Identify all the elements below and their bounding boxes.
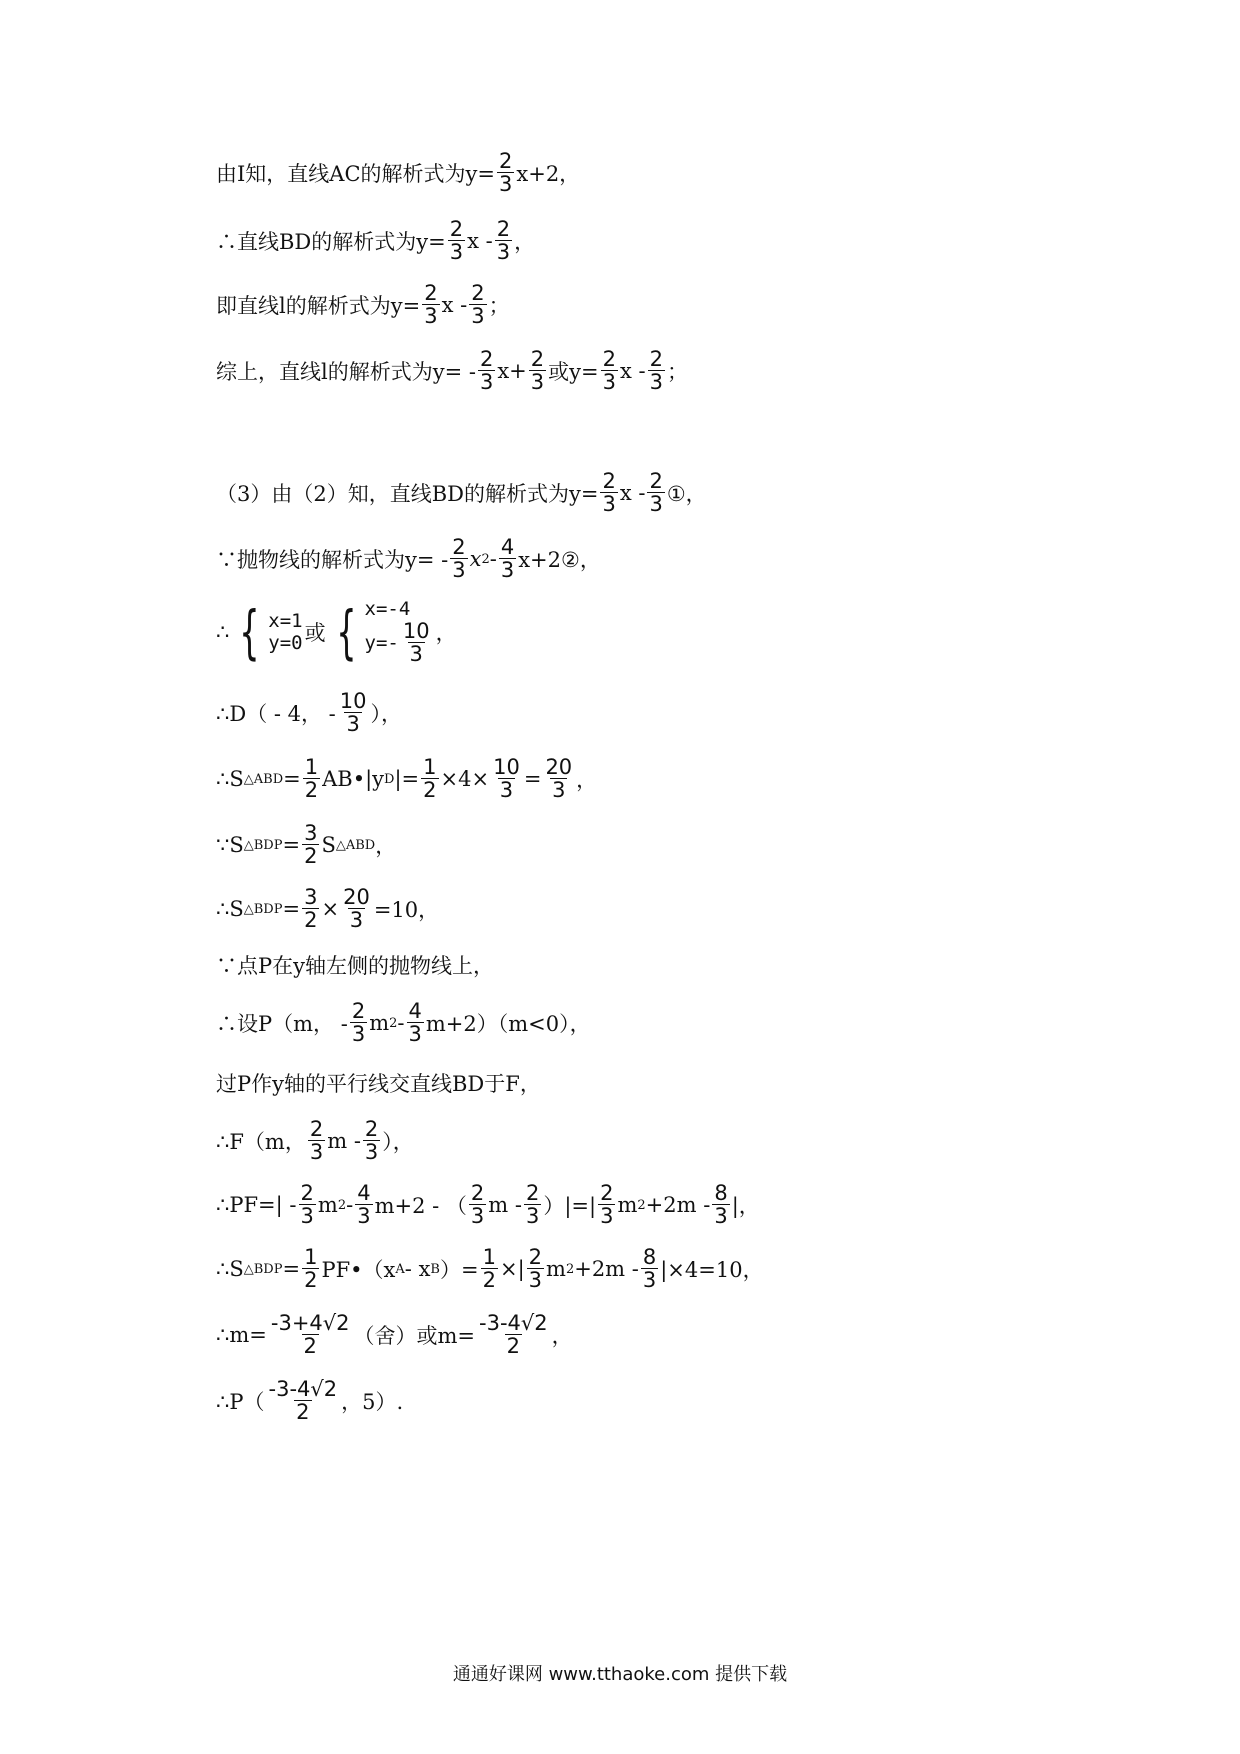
line-18 [216,1312,573,1358]
fraction: $\frac{2}{3}$ [530,347,545,395]
exponent: 2 [389,1015,398,1031]
fraction: 2 3 [471,281,485,329]
fraction: 4 3 [500,535,515,583]
text: x - [620,359,646,384]
fraction: $\frac{20}{3}$ [545,755,573,803]
text: x - [467,229,493,254]
text: ）= [439,1258,479,1283]
text: ，5）. [341,1390,404,1415]
fraction: $\frac{1}{2}$ [423,755,437,803]
fraction: 2 3 [470,1181,485,1229]
line-13 [216,1000,591,1046]
line-10 [216,822,396,868]
text: AB•|y [322,767,385,792]
text: m [369,1011,390,1036]
text: ∴PF=| - [216,1193,297,1218]
text: x+2， [516,162,581,187]
text: +2m - [574,1257,639,1282]
footer: 通通好课网 www.tthaoke.com 提供下载 [452,1664,788,1685]
exponent: 2 [637,1197,646,1213]
text: 由Ⅰ知，直线AC的解析式为y= [216,162,495,187]
text: （舍）或m= [353,1324,476,1349]
fraction: 8 3 [714,1181,728,1229]
fraction: -3-4√2 2 [268,1377,338,1425]
fraction: $\frac{2}{3}$ [449,217,464,265]
subscript: B [430,1261,440,1277]
text: m [617,1193,638,1218]
fraction: 2 3 [309,1117,324,1165]
text: ∴F（m， [216,1130,306,1155]
fraction: $\frac{20}{3}$ [343,885,370,933]
var-x: x [469,547,482,572]
fraction: $\frac{1}{2}$ [482,1245,496,1293]
text: ； [488,294,510,319]
subscript: D [384,771,395,787]
text: ∴P（ [216,1390,265,1415]
exponent: 2 [565,1261,575,1277]
subscript: △BDP [243,901,283,917]
text: ①， [666,482,707,507]
fraction: 4 3 [408,999,422,1047]
text: PF•（x [321,1258,396,1283]
line-19 [216,1378,403,1424]
line-14 [216,1068,541,1098]
line-17 [216,1246,764,1292]
text: ∴S [216,767,244,792]
fraction: $\frac{2}{3}$ [499,149,513,197]
text: （3）由（2）知，直线BD的解析式为y= [216,482,599,507]
line-8 [216,690,402,736]
text: =10， [373,898,440,923]
subscript: △ABD [335,837,376,853]
fraction: 8 3 [642,1245,657,1293]
system-2: { x=-4 y=- 10 3 [335,598,430,667]
text: ）|=| [543,1194,597,1219]
text: - [489,547,497,572]
text: 过P作y轴的平行线交直线BD于F， [216,1072,541,1096]
text: ； [667,360,688,385]
text: = [282,1257,301,1282]
fraction: 2 3 [351,999,366,1047]
fraction: 2 3 [496,217,511,265]
line-1 [216,150,580,196]
text: = [523,767,542,792]
text: ∴直线BD的解析式为y= [216,230,446,255]
text: ∵抛物线的解析式为y= - [216,548,449,573]
fraction: $\frac{-3-4√2}{2}$ [479,1311,548,1359]
fraction: $\frac{-3+4√2}{2}$ [270,1311,350,1359]
fraction: 4 3 [357,1181,371,1229]
text: ∵S [216,833,244,858]
subscript: △BDP [243,837,283,853]
text: x+ [497,359,527,384]
line-3 [216,282,510,328]
line-12 [216,950,494,980]
text: - x [404,1257,431,1282]
text: m [546,1257,566,1282]
fraction: 2 3 [528,1245,543,1293]
exponent: 2 [481,551,490,567]
line-15 [216,1118,414,1164]
text: ， [551,1324,573,1349]
text: ∴m= [216,1323,267,1348]
text: ∵点P在y轴左侧的抛物线上， [216,954,494,978]
fraction: 2 3 [525,1181,540,1229]
fraction: $\frac{2}{3}$ [424,281,438,329]
text: +2m - [645,1193,711,1218]
fraction: $\frac{2}{3}$ [602,469,616,517]
text: 或y= [548,360,599,385]
fraction: 2 3 [649,469,663,517]
text: ）， [382,1130,414,1155]
subscript: △BDP [243,1261,283,1277]
text: - [397,1011,405,1036]
fraction: 10 3 [402,619,430,667]
text: ∴设P（m， - [216,1012,348,1037]
fraction: 2 3 [452,535,466,583]
text: |， [731,1194,760,1219]
fraction: 10 3 [339,689,367,737]
line-5 [216,470,707,516]
text: ）， [370,702,403,727]
text: m - [327,1129,361,1154]
text: S [321,833,336,858]
fraction: 2 3 [364,1117,379,1165]
text: ， [576,768,598,793]
text: ∴ [216,620,230,645]
text: ， [435,621,457,646]
subscript: △ABD [243,771,284,787]
text: x - [441,293,468,318]
text: 综上，直线l的解析式为y= - [216,360,476,385]
line-11: ∴S △BDP = $\frac{3}{2}$ × $\frac{20}{3}$ =10， [216,885,440,933]
fraction: $\frac{1}{2}$ [304,1245,318,1293]
text: - [346,1193,354,1218]
fraction: 2 3 [600,1181,614,1229]
line-2 [216,218,535,264]
fraction: 2 3 [300,1181,314,1229]
line-16 [216,1182,760,1228]
line-4 [216,348,688,394]
system-1: { x=1 y=0 [239,598,303,667]
fraction: $\frac{3}{2}$ [304,885,318,933]
fraction: $\frac{2}{3}$ [602,347,616,395]
text: x - [619,481,646,506]
line-9 [216,756,597,802]
exponent: 2 [337,1197,347,1213]
text: ∴S [216,1257,244,1282]
fraction: 2 3 [479,347,494,395]
text: 或 [304,621,326,646]
text: x+2②， [518,548,601,573]
line-6 [216,536,601,582]
text: ∴S [216,897,244,922]
fraction: $\frac{3}{2}$ [304,821,318,869]
text: m+2 - （ [374,1194,467,1219]
fraction: 2 3 [649,347,663,395]
text: |= [394,767,420,792]
text: ×4× [440,767,490,792]
text: = [283,767,301,792]
text: = [282,897,301,922]
subscript: A [395,1261,405,1277]
text: = [282,833,301,858]
text: m - [488,1193,522,1218]
text: ∴D（ - 4， - [216,702,336,727]
text: ×| [499,1257,525,1282]
text: ， [514,230,536,255]
text: |×4=10， [660,1258,764,1283]
text: m [317,1193,338,1218]
text: m+2）（m<0）， [425,1012,591,1037]
line-7 [216,598,457,666]
fraction: $\frac{1}{2}$ [304,755,319,803]
fraction: $\frac{10}{3}$ [493,755,520,803]
text: ， [375,834,397,859]
text: 即直线l的解析式为y= [216,294,421,319]
